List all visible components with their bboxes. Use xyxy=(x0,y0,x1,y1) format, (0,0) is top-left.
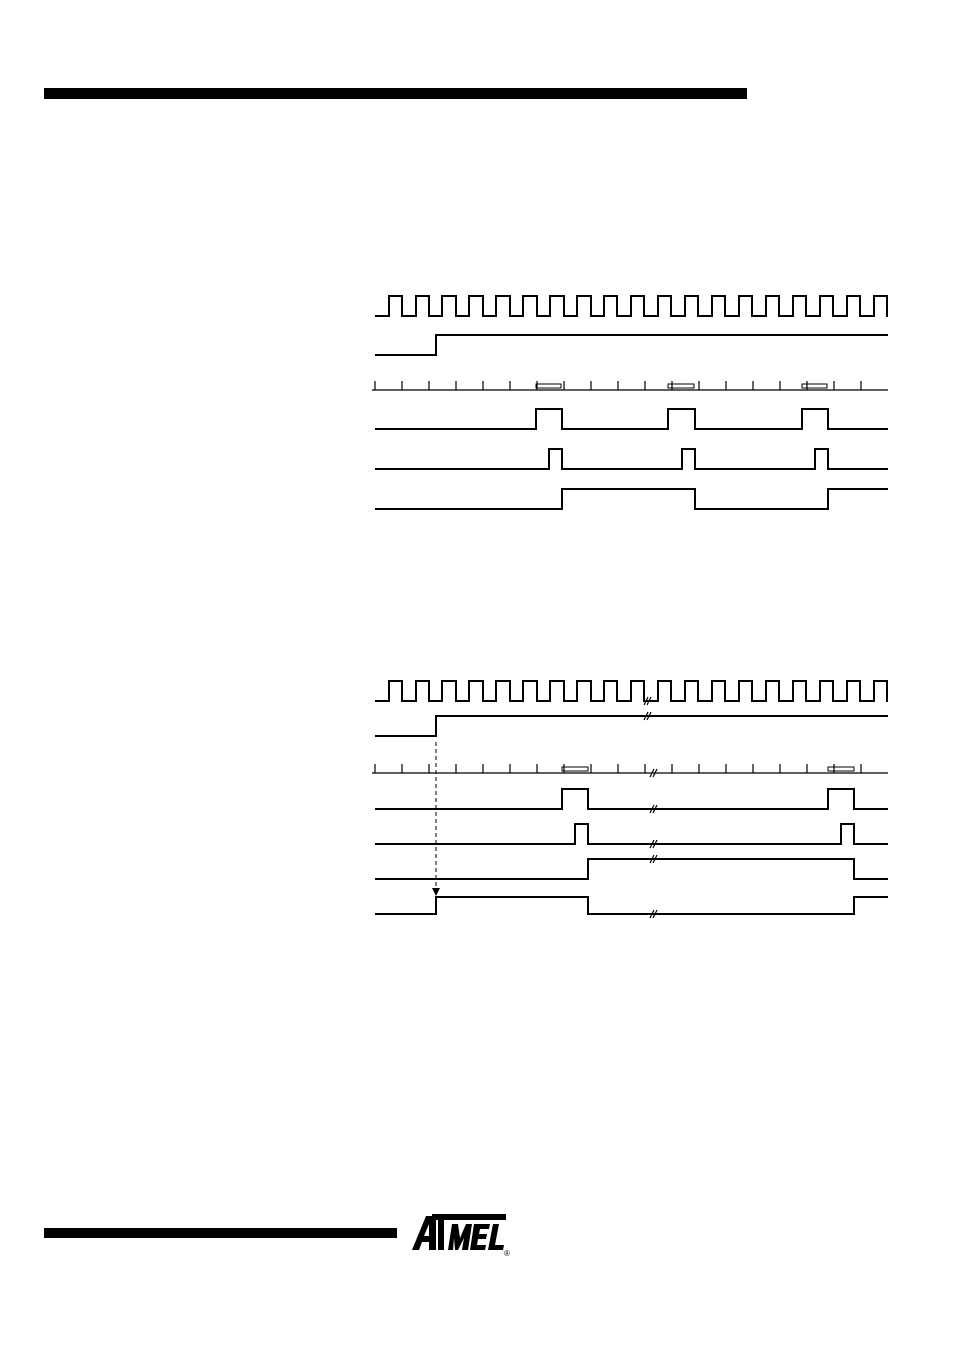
enable-signal xyxy=(375,335,888,355)
footer-rule xyxy=(44,1228,397,1238)
compare-window-1 xyxy=(562,767,588,771)
timing-diagram-2 xyxy=(372,681,888,918)
enable-signal xyxy=(375,716,888,736)
arrow-head xyxy=(432,888,440,896)
compare-window-2 xyxy=(828,767,854,771)
registered-mark: ® xyxy=(504,1249,510,1258)
compare-window-3 xyxy=(802,384,827,388)
timing-diagram-1 xyxy=(372,296,888,509)
clock-signal xyxy=(375,296,888,316)
clock-signal xyxy=(375,681,888,701)
output-signal xyxy=(375,489,888,509)
output-signal xyxy=(375,859,888,879)
match-signal xyxy=(375,409,888,429)
compare-window-1 xyxy=(536,384,561,388)
match-signal xyxy=(375,789,888,809)
flag-signal xyxy=(375,449,888,469)
flag-signal xyxy=(375,824,888,844)
atmel-logo xyxy=(408,1206,512,1258)
inverted-output-signal xyxy=(375,897,888,914)
